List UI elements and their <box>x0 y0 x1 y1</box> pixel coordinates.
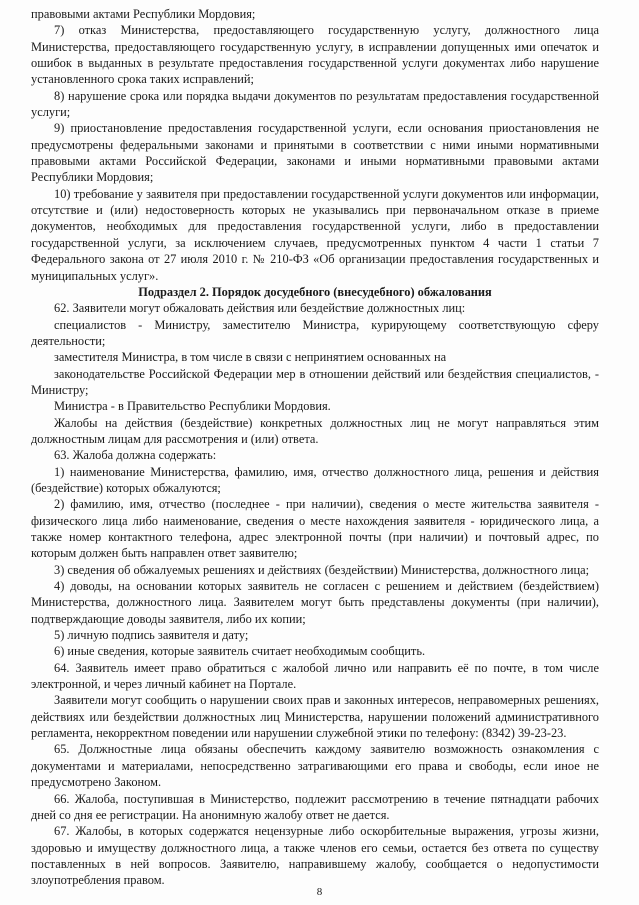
paragraph-63-item-5: 5) личную подпись заявителя и дату; <box>54 628 249 643</box>
paragraph-item-8: 8) нарушение срока или порядка выдачи документов по результатам предоставления государственной услуги; <box>31 88 599 120</box>
paragraph-63-item-4: 4) доводы, на основании которых заявитель не согласен с решением и действием (бездействием) Министерства, должностного лица. Заявителем могут быть представлены документы (при наличии), подтверждающие доводы заявителя, либо их копии; <box>31 579 599 626</box>
paragraph-67: 67. Жалобы, в которых содержатся нецензурные либо оскорбительные выражения, угрозы жизни, здоровью и имуществу должностного лица, а также членов его семьи, остается без ответа по существу поставленных в ней вопросов. Заявителю, направившему жалобу, сообщается о недопустимости злоупотребления правом. <box>31 824 599 888</box>
paragraph-63-item-3: 3) сведения об обжалуемых решениях и действиях (бездействии) Министерства, должностного лица; <box>54 562 590 577</box>
paragraph-65: 65. Должностные лица обязаны обеспечить каждому заявителю возможность ознакомления с документами и материалами, непосредственно затрагивающими его права и свободы, если иное не предусмотрено Законом. <box>31 742 599 790</box>
paragraph-63-item-1: 1) наименование Министерства, фамилию, имя, отчество должностного лица, решения и действия (бездействие) которых обжалуются; <box>31 464 599 495</box>
paragraph-continuation: правовыми актами Республики Мордовия; <box>31 7 256 21</box>
paragraph-item-10: 10) требование у заявителя при предоставлении государственной услуги документов или информации, отсутствие и (или) недостоверность которых не указывались при первоначальном отказе в приеме документов, необходимых для предоставления государственной услуги, либо в предоставлении государственной услуги, за исключением случаев, предусмотренных пунктом 4 части 1 статьи 7 Федерального закона от 27 июля 2010 г. № 210-ФЗ «Об организации предоставления государственных и муниципальных услуг». <box>31 186 599 283</box>
paragraph-item-9: 9) приостановление предоставления государственной услуги, если основания приостановления не предусмотрены федеральными законами и принятыми в соответствии с ними иными нормативными правовыми актами Российской Федерации, законами и иными нормативными правовыми актами Республики Мордовия; <box>31 121 599 185</box>
paragraph-62-legislation: законодательстве Российской Федерации мер в отношении действий или бездействия специалистов, - Министру; <box>31 366 599 397</box>
section-heading: Подраздел 2. Порядок досудебного (внесудебного) обжалования <box>138 284 492 299</box>
paragraph-62-deputy: заместителя Министра, в том числе в связи с непринятием основанных на <box>54 350 447 365</box>
paragraph-64: 64. Заявитель имеет право обратиться с жалобой лично или направить её по почте, в том числе электронной, и через личный кабинет на Портале. <box>31 660 599 692</box>
paragraph-complaints: Жалобы на действия (бездействие) конкретных должностных лиц не могут направляться этим должностным лицам для рассмотрения и (или) ответа. <box>31 415 599 446</box>
paragraph-62-minister: Министра - в Правительство Республики Мордовия. <box>54 399 331 414</box>
paragraph-63-item-2: 2) фамилию, имя, отчество (последнее - при наличии), сведения о месте жительства заявителя - физического лица либо наименование, сведения о месте нахождения заявителя - юридического лица, а также номер контактного телефона, адрес электронной почты (при наличии) и почтовый адрес, по которым должен быть направлен ответ заявителю; <box>31 497 599 561</box>
page-number: 8 <box>316 886 323 898</box>
paragraph-66: 66. Жалоба, поступившая в Министерство, подлежит рассмотрению в течение пятнадцати рабочих дней со дня ее регистрации. На анонимную жалобу ответ не дается. <box>31 791 599 822</box>
paragraph-63-item-6: 6) иные сведения, которые заявитель считает необходимым сообщить. <box>54 644 426 659</box>
paragraph-64-phone: Заявители могут сообщить о нарушении своих прав и законных интересов, неправомерных решениях, действиях или бездействии должностных лиц Министерства, нарушении положений административного регламента, некорректном поведении или нарушении служебной этики по телефону: (8342) 39-23-23. <box>31 693 599 741</box>
paragraph-63: 63. Жалоба должна содержать: <box>54 448 217 463</box>
page-content <box>31 6 599 889</box>
paragraph-item-7: 7) отказ Министерства, предоставляющего государственную услугу, должностного лица Министерства, предоставляющего государственную услугу, в исправлении допущенных ими опечаток и ошибок в выданных в результате предоставления государственной услуги документах либо нарушение установленного срока таких исправлений; <box>31 23 599 87</box>
paragraph-62-specialists: специалистов - Министру, заместителю Министра, курирующему соответствующую сферу деятельности; <box>31 317 599 348</box>
paragraph-62: 62. Заявители могут обжаловать действия или бездействие должностных лиц: <box>54 301 466 316</box>
